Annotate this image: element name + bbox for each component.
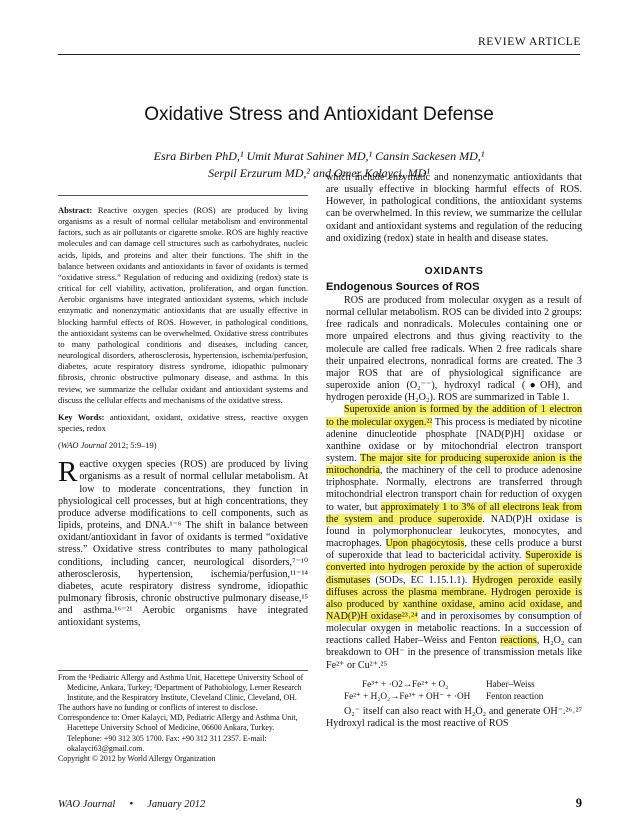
page-footer — [58, 798, 205, 810]
right-column — [326, 172, 582, 730]
footnote-correspondence: Correspondence to: Omer Kalayci, MD, Pediatric Allergy and Asthma Unit, Hacettepe University School of Medicine, 06600 Ankara, Turkey. Telephone: +90 312 305 1700. Fax: +90 312 311 2357. E-mail: okalayci63@gmail.com. — [58, 713, 298, 753]
highlight-4: Upon phagocytosis — [385, 538, 465, 550]
article-title: Oxidative Stress and Antioxidant Defense — [144, 104, 494, 125]
text-span: , these cells produce a burst of superoxide that lead to bactericidal activity. — [326, 538, 582, 562]
page-number: 9 — [575, 796, 582, 810]
authors-line-1: Esra Birben PhD,¹ Umit Murat Sahiner MD,¹ Cansin Sackesen MD,¹ — [153, 149, 485, 163]
abstract-paragraph — [58, 205, 308, 406]
drop-cap: R — [58, 456, 78, 489]
header-rule — [58, 54, 580, 55]
left-column — [58, 205, 308, 629]
paragraph-superoxide — [326, 404, 582, 671]
text-span: . NAD(P)H oxidase is found in polymorphonuclear leukocytes, monocytes, and macrophages. — [326, 513, 582, 550]
abstract-rule — [58, 195, 308, 196]
footer-bullet: • — [129, 798, 134, 810]
equation-haber-weiss — [326, 678, 582, 690]
citation-rest: 2012; 5:9–19) — [106, 440, 157, 451]
footnote-copyright: Copyright © 2012 by World Allergy Organization — [58, 753, 216, 763]
equation-fenton — [326, 690, 582, 702]
footnotes — [58, 673, 308, 764]
text-span: , H₂O₂ can breakdown to OH⁻ in the presence of transmission metals like Fe²⁺ or Cu²⁺.²⁵ — [326, 635, 582, 671]
citation-journal: WAO Journal — [60, 440, 107, 451]
highlight-6: Hydrogen peroxide easily diffuses across the plasma membrane. Hydrogen peroxide is also produced by xanthine oxidase, amino acid oxidase, and NAD(P)H oxidase²³˒²⁴ — [326, 574, 582, 622]
intro-continued: which include enzymatic and nonenzymatic antioxidants that are usually effective in blocking harmful effects of ROS. However, in pathological conditions, the antioxidant systems can be overwhelmed. In this review, we summarize the cellular oxidant and antioxidant systems and regulation of the reducing and oxidizing (redox) state in health and disease states. — [326, 172, 582, 244]
equation-1: Fe³⁺ + ·O2→Fe²⁺ + O₂ — [362, 678, 449, 689]
text-span: , the machinery of the cell to produce adenosine triphosphate. Normally, electrons are transferred through mitochondrial electron transport chain for reduction of oxygen to water, but — [326, 465, 582, 513]
footnote-rule — [58, 670, 308, 671]
authors-line-2: Serpil Erzurum MD,² and Omer Kalayci, MD¹ — [208, 166, 430, 180]
highlight-2: The major site for producing superoxide anion is the mitochondria — [326, 452, 583, 477]
citation — [58, 440, 308, 451]
keywords-label: Key Words: — [58, 411, 105, 422]
text-span: and in peroxisomes by consumption of molecular oxygen in metabolic reactions. In a succession of reactions called Haber–Weiss and Fenton — [326, 611, 582, 647]
abstract-text: Reactive oxygen species (ROS) are produced by living organisms as a result of normal cellular metabolism and environmental factors, such as air pollutants or cigarette smoke. ROS are highly reactive molecules and can damage cell structures such as carbohydrates, nucleic acids, lipids, and proteins and alter their functions. The shift in the balance between oxidants and antioxidants in favor of oxidants is termed “oxidative stress.” Regulation of reducing and oxidizing (redox) state is critical for cell viability, activation, proliferation, and organ function. Aerobic organisms have integrated antioxidant systems, which include enzymatic and nonenzymatic antioxidants that are usually effective in blocking harmful effects of ROS. However, in pathological conditions, the antioxidant systems can be overwhelmed. Oxidative stress contributes to many pathological conditions and diseases, including cancer, neurological disorders, atherosclerosis, hypertension, ischemia/perfusion, diabetes, acute respiratory distress syndrome, idiopathic pulmonary fibrosis, chronic obstructive pulmonary disease, and asthma. In this review, we summarize the cellular oxidant and antioxidant systems and discuss the cellular effects and mechanisms of the oxidative stress. — [58, 205, 308, 405]
abstract-label: Abstract: — [58, 205, 93, 215]
text-span: This process is mediated by nicotine adenine dinucleotide phosphate [NAD(P)H] oxidase or xanthine oxidase or by mitochondrial electron transport system. — [326, 416, 582, 464]
citation-open: ( — [58, 440, 61, 451]
paragraph-hydroxyl: O₂⁻ itself can also react with H₂O₂ and generate OH⁻.²⁶˒²⁷ Hydroxyl radical is the most reactive of ROS — [326, 705, 582, 729]
highlight-7: reactions — [500, 635, 537, 647]
highlight-5: Superoxide is converted into hydrogen peroxide by the action of superoxide dismutases — [326, 550, 582, 586]
paragraph-ros-production: ROS are produced from molecular oxygen as a result of normal cellular metabolism. ROS can be divided into 2 groups: free radicals and nonradicals. Molecules containing one or more unpaired electrons and thus giving reactivity to the molecule are called free radicals. When 2 free radicals share their unpaired electrons, nonradical forms are created. The 3 major ROS that are of physiological significance are superoxide anion (O₂⁻⁻), hydroxyl radical (●OH), and hydrogen peroxide (H₂O₂). ROS are summarized in Table 1. — [326, 294, 582, 404]
keywords-text: antioxidant, oxidant, oxidative stress, reactive oxygen species, redox — [58, 411, 308, 433]
equation-1-label: Haber–Weiss — [486, 678, 535, 689]
running-header: REVIEW ARTICLE — [478, 36, 581, 48]
keywords — [58, 412, 308, 434]
footer-date: January 2012 — [147, 799, 206, 810]
intro-text: eactive oxygen species (ROS) are produced by living organisms as a result of normal cellular metabolism. At low to moderate concentrations, they function in physiological cell processes, but at high concentrations, they produce adverse modifications to cell components, such as lipids, proteins, and DNA.¹⁻⁶ The shift in balance between oxidant/antioxidant in favor of oxidants is termed “oxidative stress.” Oxidative stress contributes to many pathological conditions, including cancer, neurological disorders,⁷⁻¹⁰ atherosclerosis, hypertension, ischemia/perfusion,¹¹⁻¹⁴ diabetes, acute respiratory distress syndrome, idiopathic pulmonary fibrosis, chronic obstructive pulmonary disease,¹⁵ and asthma.¹⁶⁻²¹ Aerobic organisms have integrated antioxidant systems, — [58, 459, 308, 629]
footnote-affiliation: From the ¹Pediatric Allergy and Asthma Unit, Hacettepe University School of Medicine, Ankara, Turkey; ²Department of Pathobiology, Lerner Research Institute, and the Respiratory Institute, Cleveland Clinic, Cleveland, OH. — [58, 673, 304, 703]
subsection-heading: Endogenous Sources of ROS — [326, 280, 480, 293]
text-span: (SODs, EC 1.15.1.1). — [370, 574, 473, 586]
footer-journal: WAO Journal — [58, 799, 116, 810]
intro-paragraph — [58, 456, 308, 629]
equations — [326, 678, 582, 702]
equation-2-label: Fenton reaction — [486, 690, 544, 701]
section-heading-oxidants: OXIDANTS — [424, 264, 484, 277]
footnote-conflict: The authors have no funding or conflicts of interest to disclose. — [58, 703, 258, 713]
abstract-block — [58, 205, 308, 451]
highlight-3: approximately 1 to 3% of all electrons leak from the system and produce superoxide — [326, 501, 582, 525]
equation-2: Fe²⁺ + H₂O₂→Fe³⁺ + OH⁻ + ·OH — [344, 690, 471, 701]
highlight-1: Superoxide anion is formed by the addition of 1 electron to the molecular oxygen.²² — [326, 404, 582, 428]
